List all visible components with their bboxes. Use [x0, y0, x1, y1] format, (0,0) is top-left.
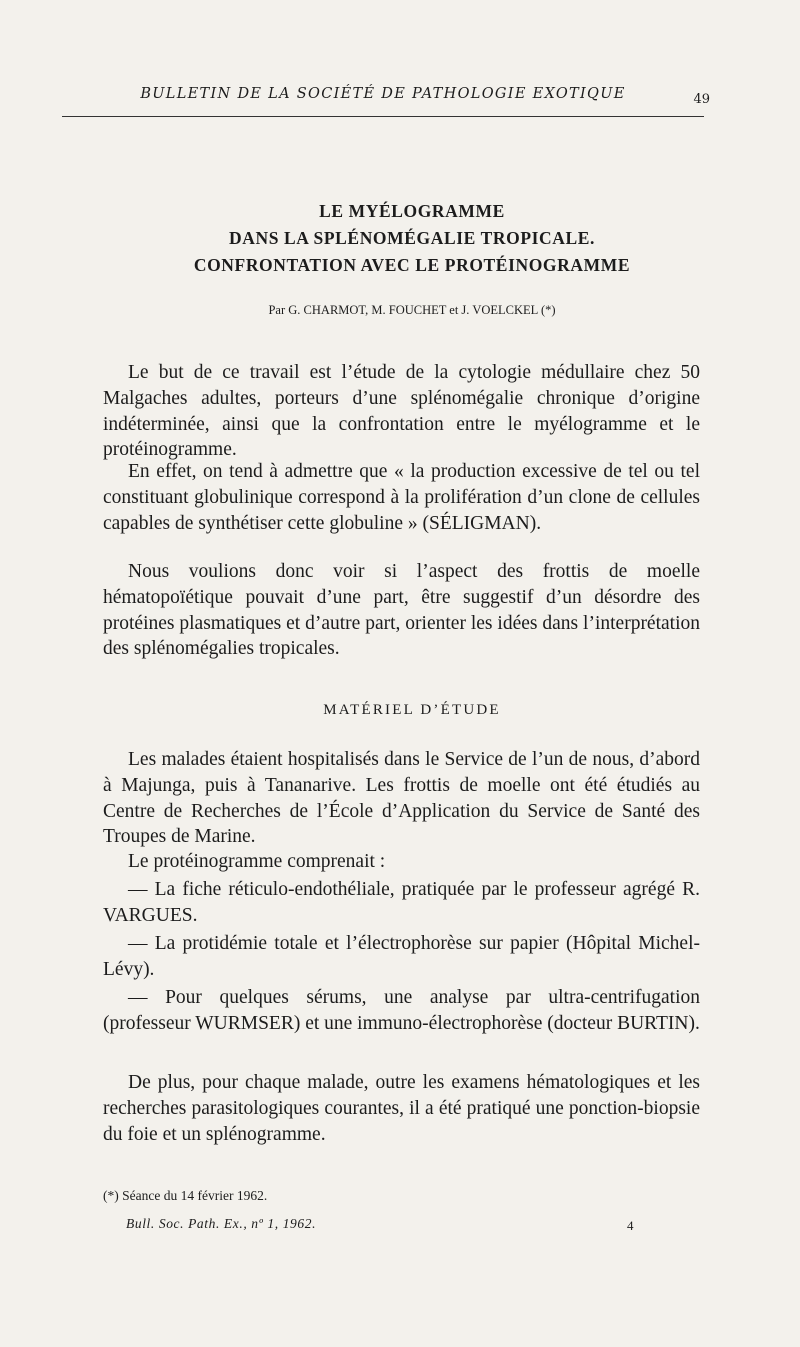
page-number: 49 [693, 92, 710, 107]
intro-paragraph-1: Le but de ce travail est l’étude de la cytologie médullaire chez 50 Malgaches adultes, porteurs d’une splénomégalie chronique d’origine indéterminée, ainsi que la confrontation entre le myélogramme et le protéinogramme. [103, 362, 700, 461]
header-rule [62, 116, 704, 117]
article-title-line-3: CONFRONTATION AVEC LE PROTÉINOGRAMME [193, 255, 631, 275]
intro-paragraph-2: En effet, on tend à admettre que « la production excessive de tel ou tel constituant globulinique correspond à la prolifération d’un clone de cellules capables de synthétiser cette globuline » (SÉLIGMAN). [103, 461, 700, 534]
signature-mark: 4 [627, 1218, 634, 1233]
materiel-paragraph-3: De plus, pour chaque malade, outre les examens hématologiques et les recherches parasitologiques courantes, il a été pratiqué une ponction-biopsie du foie et un splénogramme. [103, 1072, 700, 1145]
materiel-list-item-3: — Pour quelques sérums, une analyse par ultra-centrifugation (professeur WURMSER) et une immuno-électrophorèse (docteur BURTIN). [103, 987, 700, 1034]
materiel-paragraph-2: Le protéinogramme comprenait : [128, 851, 386, 872]
materiel-list-item-2: — La protidémie totale et l’électrophorèse sur papier (Hôpital Michel-Lévy). [103, 933, 700, 980]
intro-paragraph-3: Nous voulions donc voir si l’aspect des frottis de moelle hématopoïétique pouvait d’une part, être suggestif d’un désordre des protéines plasmatiques et d’autre part, orienter les idées dans l’interprétation des splénomégalies tropicales. [103, 561, 700, 660]
materiel-paragraph-1: Les malades étaient hospitalisés dans le Service de l’un de nous, d’abord à Majunga, puis à Tananarive. Les frottis de moelle ont été étudiés au Centre de Recherches de l’École d’Application du Service de Santé des Troupes de Marine. [103, 749, 700, 848]
article-title-line-2: DANS LA SPLÉNOMÉGALIE TROPICALE. [228, 228, 596, 248]
running-header: BULLETIN DE LA SOCIÉTÉ DE PATHOLOGIE EXOTIQUE [140, 86, 626, 102]
article-title-line-1: LE MYÉLOGRAMME [319, 201, 505, 221]
citation: Bull. Soc. Path. Ex., nº 1, 1962. [126, 1216, 317, 1231]
materiel-list-item-1: — La fiche réticulo-endothéliale, pratiquée par le professeur agrégé R. VARGUES. [103, 879, 700, 926]
footnote: (*) Séance du 14 février 1962. [103, 1188, 268, 1203]
section-heading: MATÉRIEL D’ÉTUDE [323, 702, 501, 718]
authors-byline: Par G. CHARMOT, M. FOUCHET et J. VOELCKEL (*) [268, 303, 556, 317]
